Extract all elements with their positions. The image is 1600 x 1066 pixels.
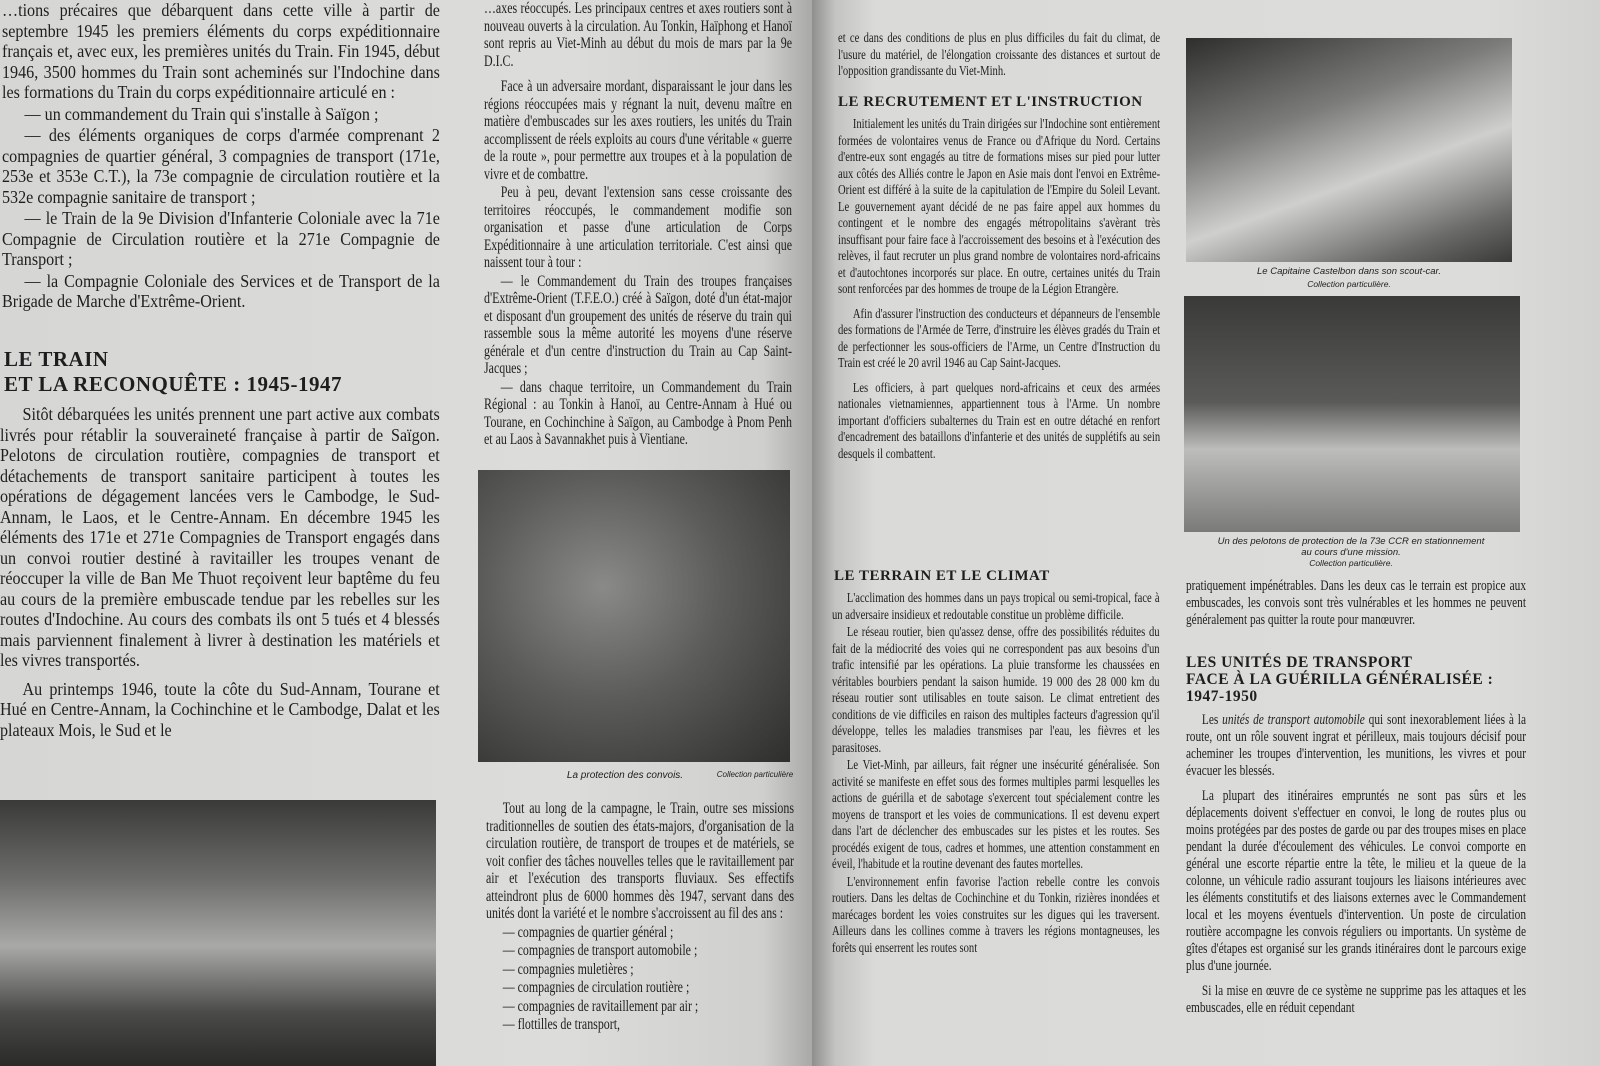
emphasis: unités de transport automobile <box>1222 712 1365 728</box>
photo-caption <box>1186 536 1516 569</box>
paragraph: Sitôt débarquées les unités prennent une part active aux combats livrés pour rétablir la souveraineté française à partir de Saïgon. Pelotons de circulation routière, compagnies de transport et détachements de transport sanitaire participent à toutes les opérations de dégagement lancées vers le Cambodge, le Sud-Annam, le Laos, et le Centre-Annam. En décembre 1945 les éléments des 171e et 271e Compagnies de Transport engagés dans un convoi routier destiné à ravitailler les troupes venant de réoccuper la ville de Ban Me Thuot reçoivent leur baptême du feu au cours de la première embuscade tendue par les rebelles sur les routes d'Indochine. Au cours des combats ils ont 5 tués et 4 blessés mais parviennent finalement à livrer à destination les matériels et les vivres transportés. <box>0 404 440 670</box>
paragraph: Au printemps 1946, toute la côte du Sud-Annam, Tourane et Hué en Centre-Annam, la Cochinchine et le Cambodge, Dalat et les plateaux Mois, le Sud et le <box>0 678 440 740</box>
photo-credit: Collection particulière. <box>1309 558 1393 568</box>
paragraph: Initialement les unités du Train dirigées sur l'Indochine sont entièrement formées de volontaires venus de France ou d'Afrique du Nord. Certains d'entre-eux sont engagés au titre de formations mises sur pied pour lutter aux côtés des Alliés contre le Japon en Asie mais dont l'envoi en Extrême-Orient est différé à la suite de la capitulation de l'Empire du Soleil Levant. Le gouvernement ayant décidé de ne pas faire appel aux hommes du contingent et le nombre des engagés métropolitains s'avèrant très insuffisant pour faire face à l'accroissement des besoins et à l'exécution des relèves, il faut recruter un plus grand nombre de volontaires nord-africains et d'autochtones incorporés sur place. En outre, certaines unités du Train sont renforcées par des hommes de troupe de la Légion Etrangère. <box>838 116 1161 296</box>
col-a-top-text <box>2 0 440 312</box>
list-item: — compagnies de quartier général ; <box>502 923 674 941</box>
col-b-bottom-text <box>486 800 794 1034</box>
paragraph <box>1186 712 1526 780</box>
section-heading <box>1186 654 1493 705</box>
list-item: — compagnies de ravitaillement par air ; <box>502 997 699 1015</box>
heading-line: 1947-1950 <box>1186 688 1258 706</box>
col-b-top-text <box>484 0 792 449</box>
photo-caption: La protection des convois. <box>566 770 684 781</box>
paragraph: et ce dans des conditions de plus en plus difficiles du fait du climat, de l'usure du matériel, de l'élongation croissante des distances et surtout de l'opposition grandissante du Viet-Minh. <box>838 30 1161 78</box>
heading-line: LES UNITÉS DE TRANSPORT <box>1186 654 1413 671</box>
list-item: — dans chaque territoire, un Commandement du Train Régional : au Tonkin à Hanoï, au Centre-Annam à Hué ou Tourane, en Cochinchine à Saïgon, au Cambodge à Pnom Penh et au Laos à Savannakhet puis à Vientiane. <box>484 378 792 448</box>
text-span: qui sont inexorablement liées à la route, ont un rôle souvent ingrat et périlleux, mais toujours décisif pour acheminer les troupes d'intervention, les munitions, les vivres et pour évacuer les blessés. <box>1186 712 1526 779</box>
paragraph: Si la mise en œuvre de ce système ne supprime pas les attaques et les embuscades, elle en réduit cependant <box>1186 983 1526 1016</box>
caption-line: Un des pelotons de protection de la 73e CCR en stationnement <box>1217 536 1485 547</box>
convoy-halftracks-photo <box>1184 296 1520 532</box>
paragraph: La plupart des itinéraires empruntés ne sont pas sûrs et les déplacements doivent s'effectuer en convoi, le long de routes plus ou moins protégées par des postes de garde ou par des troupes mises en place pendant la durée d'écoulement des véhicules. Le convoi comporte en général une escorte répartie entre la tête, le milieu et la queue de la colonne, un véhicule radio assurant toujours les liaisons intérieures avec les éléments constitutifs et des liaisons externes avec le Commandement local et les moyens éventuels d'intervention. Un poste de circulation routière accompagne les convois réguliers ou importants. Un système de gîtes d'étapes est organisé sur les grands itinéraires dont le parcours exige plus d'une journée. <box>1186 788 1526 974</box>
scout-car-photo <box>1186 38 1512 262</box>
section-heading: LE RECRUTEMENT ET L'INSTRUCTION <box>838 94 1143 110</box>
paragraph: L'environnement enfin favorise l'action rebelle contre les convois routiers. Dans les deltas de Cochinchine et du Tonkin, rizières inondées et marécages bordent les voies construites sur les digues qui les traversent. Ailleurs dans les collines comme à travers les régions montagneuses, les forêts qui enserrent les routes sont <box>832 873 1160 955</box>
heading-line: FACE À LA GUÉRILLA GÉNÉRALISÉE : <box>1186 671 1494 689</box>
paragraph: Face à un adversaire mordant, disparaissant le jour dans les régions réoccupées mais y régnant la nuit, devenu maître en matière d'embuscades sur les axes routiers, les unités du Train accomplissent de réels exploits au cours d'une véritable « guerre de la route », pour permettre aux troupes et à la population de vivre et de combattre. <box>484 78 792 183</box>
paragraph: L'acclimation des hommes dans un pays tropical ou semi-tropical, face à un adversaire insidieux et redoutable constitue un problème difficile. <box>832 590 1160 622</box>
paragraph: Le réseau routier, bien qu'assez dense, offre des possibilités réduites du fait de la médiocrité des voies qui ne correspondent pas aux besoins d'un trafic intensifié par les opérations. La pluie transforme les chaussées en véritables bourbiers pendant la saison humide. 19 000 des 28 000 km du réseau routier sont utilisables en toute saison. Le climat entretient des conditions de vie difficiles en raison des multiples facteurs d'agression qu'il développe, telles les maladies transmises par l'eau, les fièvres et les parasitoses. <box>832 624 1160 755</box>
heading-line: ET LA RECONQUÊTE : 1945-1947 <box>4 372 342 397</box>
col-c-terrain <box>832 590 1160 956</box>
paragraph: Afin d'assurer l'instruction des conducteurs et dépanneurs de l'ensemble des formations de l'Armée de Terre, d'instruire les élèves gradés du Train et de perfectionner les sous-officiers de l'Arme, un Centre d'Instruction du Train est créé le 20 avril 1946 au Cap Saint-Jacques. <box>838 305 1161 370</box>
heading-line: LE TRAIN <box>4 347 109 371</box>
list-item: — compagnies de circulation routière ; <box>502 979 690 996</box>
col-c-recruitment <box>838 116 1160 462</box>
paragraph: Peu à peu, devant l'extension sans cesse croissante des territoires réoccupés, le commandement modifie son organisation et passe d'une articulation de Corps Expéditionnaire à une articulation territoriale. C'est ainsi que naissent tour à tour : <box>484 184 792 271</box>
col-d-continuation <box>1186 578 1526 629</box>
paragraph: Les officiers, à part quelques nord-africains et ceux des armées nationales vietnamiennes, appartiennent tous à l'Arme. Un nombre important d'officiers subalternes du Train est en outre détaché en renfort d'encadrement des bataillons d'infanterie et des unités de supplétifs au sein desquels il combattent. <box>838 379 1161 461</box>
list-item: — le Commandement du Train des troupes françaises d'Extrême-Orient (T.F.E.O.) créé à Saïgon, doté d'un état-major et disposant d'un groupement des unités de réserve du train qui rassemble sous la même autorité les moyens d'une réserve générale et d'un centre d'instruction du Train au Cap Saint-Jacques ; <box>484 272 792 377</box>
paragraph: …axes réoccupés. Les principaux centres et axes routiers sont à nouveau ouverts à la circulation. Au Tonkin, Haïphong et Hanoï sont repris au Viet-Minh au début du mois de mars par la 9e D.I.C. <box>484 0 792 70</box>
right-page <box>812 0 1600 1066</box>
list-item: — le Train de la 9e Division d'Infanterie Coloniale avec la 71e Compagnie de Circulation routière et la 271e Compagnie de Transport ; <box>2 208 440 269</box>
list-item: — des éléments organiques de corps d'armée comprenant 2 compagnies de quartier général, 3 compagnies de transport (171e, 253e et 353e C.T.), la 73e compagnie de circulation routière et la 532e compagnie sanitaire de transport ; <box>2 125 440 207</box>
caption-line: au cours d'une mission. <box>1301 547 1401 558</box>
photo-credit: Collection particulière <box>716 770 794 779</box>
list-item: — la Compagnie Coloniale des Services et de Transport de la Brigade de Marche d'Extrême-Orient. <box>2 270 440 311</box>
col-c-intro <box>838 30 1160 80</box>
col-a-body <box>0 404 440 740</box>
photo-credit: Collection particulière. <box>1307 279 1391 289</box>
text-span: Les <box>1201 712 1223 728</box>
section-heading: LE TERRAIN ET LE CLIMAT <box>834 568 1050 584</box>
list-item: — flottilles de transport, <box>502 1016 621 1033</box>
paragraph: …tions précaires que débarquent dans cette ville à partir de septembre 1945 les premiers éléments du corps expéditionnaire français et, avec eux, les premières unités du Train. Fin 1945, début 1946, 3500 hommes du Train sont acheminés sur l'Indochine dans les formations du Train du corps expéditionnaire articulé en : <box>2 0 440 102</box>
river-photo <box>0 800 436 1066</box>
paragraph: Tout au long de la campagne, le Train, outre ses missions traditionnelles de soutien des états-majors, d'organisation de la circulation routière, de transport de troupes et de matériels, se voit confier des tâches nouvelles telles que le ravitaillement par air et l'exécution des transports fluviaux. Ses effectifs atteindront plus de 6000 hommes dès 1947, servant dans des unités dont la variété et le nombre s'accroissent au fil des ans : <box>486 800 794 922</box>
col-d-transport-units <box>1186 712 1526 1017</box>
photo-caption: Le Capitaine Castelbon dans son scout-car. <box>1257 266 1441 277</box>
paragraph: Le Viet-Minh, par ailleurs, fait régner une insécurité généralisée. Son activité se manifeste en effet sous des formes multiples parmi lesquelles les actions de guérilla et de sabotage s'exercent tout spécialement contre les moyens de transport et les voies de communications. Il est devenu expert dans l'art de déclencher des embuscades sur les pistes et les routes. Ses procédés exigent de tous, cadres et hommes, une attention constamment en éveil, l'habitude et la routine devenant des fautes mortelles. <box>832 757 1160 871</box>
paragraph: pratiquement impénétrables. Dans les deux cas le terrain est propice aux embuscades, les convois sont très vulnérables et les hommes ne peuvent généralement pas quitter la route pour manœuvrer. <box>1186 578 1526 628</box>
list-item: — un commandement du Train qui s'installe à Saïgon ; <box>24 103 379 124</box>
list-item: — compagnies de transport automobile ; <box>502 942 698 959</box>
section-heading <box>4 348 342 396</box>
convoy-truck-photo <box>478 470 790 762</box>
list-item: — compagnies muletières ; <box>502 960 634 978</box>
